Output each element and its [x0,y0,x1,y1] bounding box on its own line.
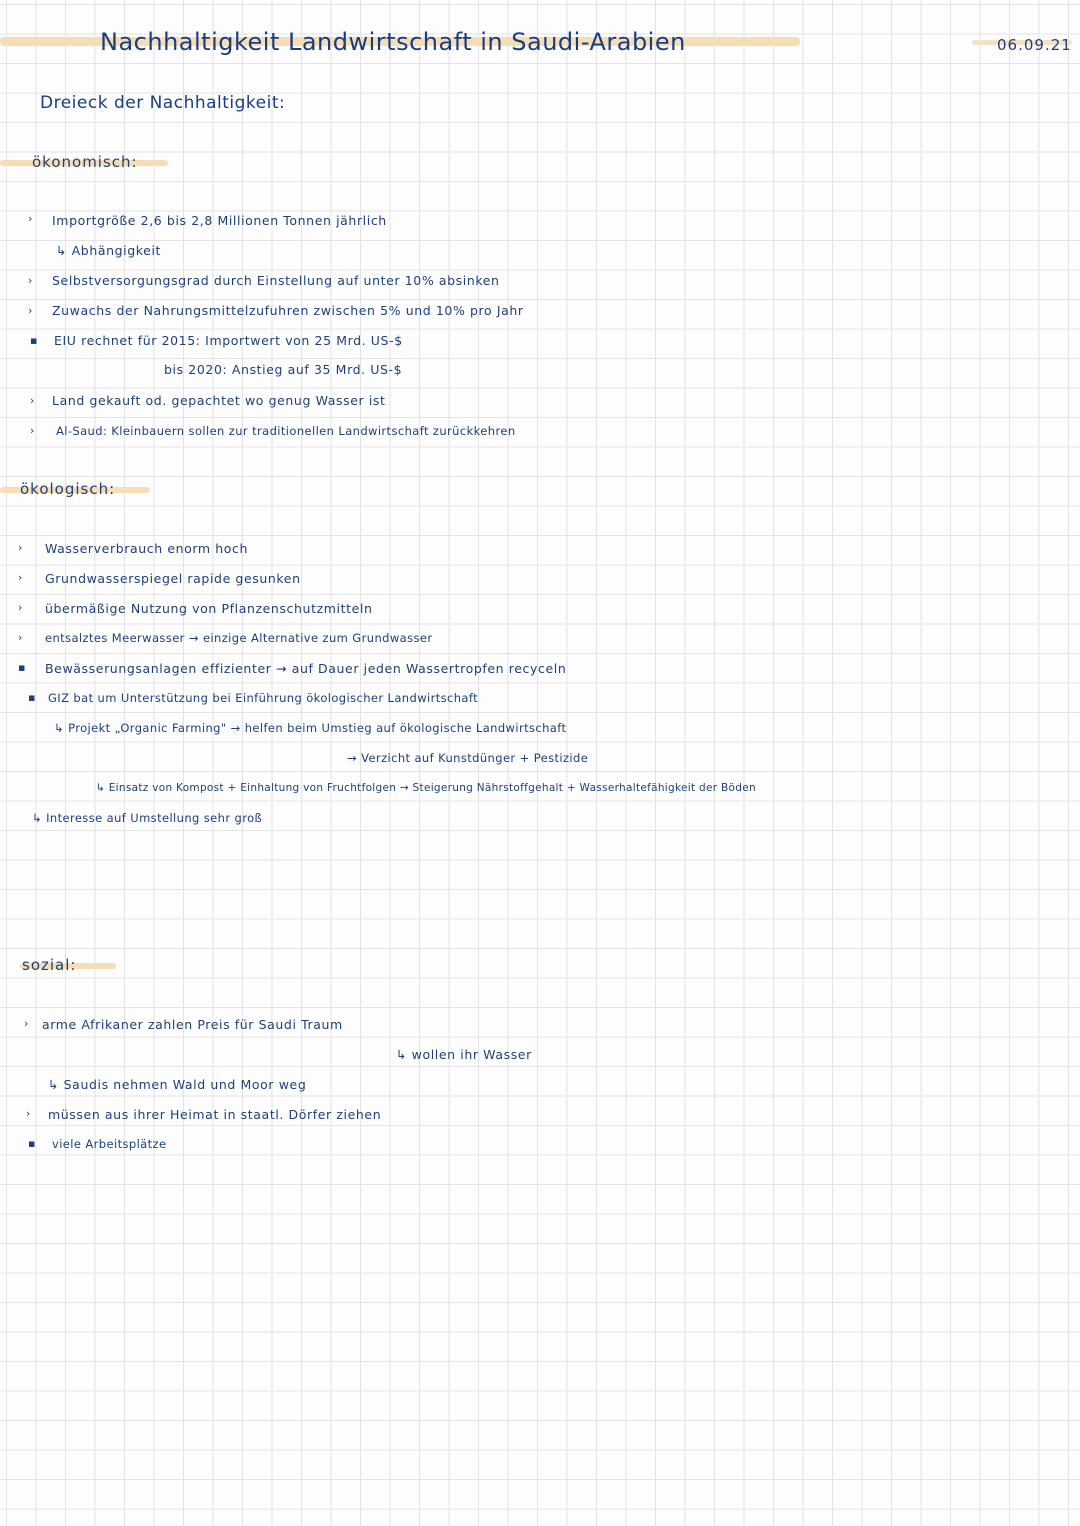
section-heading-economic: ökonomisch: [32,153,138,171]
bullet-marker: › [28,212,33,225]
ecological-line: entsalztes Meerwasser → einzige Alternative zum Grundwasser [45,631,433,645]
ecological-line: GIZ bat um Unterstützung bei Einführung ökologischer Landwirtschaft [48,691,479,705]
bullet-marker: › [26,1107,31,1120]
bullet-marker: › [18,571,23,584]
ecological-line: ↳ Projekt „Organic Farming" → helfen beim Umstieg auf ökologische Landwirtschaft [54,721,567,735]
social-line: ↳ wollen ihr Wasser [396,1047,532,1062]
social-line: ↳ Saudis nehmen Wald und Moor weg [48,1077,307,1092]
economic-line: Selbstversorgungsgrad durch Einstellung auf unter 10% absinken [52,273,500,288]
section-heading-social: sozial: [22,956,77,974]
economic-line: ↳ Abhängigkeit [56,243,162,258]
social-line: müssen aus ihrer Heimat in staatl. Dörfer ziehen [48,1107,382,1122]
economic-line: Importgröße 2,6 bis 2,8 Millionen Tonnen jährlich [52,213,387,228]
economic-line: bis 2020: Anstieg auf 35 Mrd. US-$ [164,362,403,377]
bullet-marker: ▪ [28,1137,36,1150]
bullet-marker: › [30,394,35,407]
bullet-marker: › [28,304,33,317]
ecological-line: → Verzicht auf Kunstdünger + Pestizide [347,751,589,765]
bullet-marker: ▪ [28,691,36,704]
bullet-marker: ▪ [30,334,38,347]
economic-line: Al-Saud: Kleinbauern sollen zur traditionellen Landwirtschaft zurückkehren [56,424,516,438]
page-title: Nachhaltigkeit Landwirtschaft in Saudi-Arabien [100,28,686,56]
bullet-marker: › [18,541,23,554]
social-line: arme Afrikaner zahlen Preis für Saudi Traum [42,1017,343,1032]
bullet-marker: › [30,424,35,437]
note-date: 06.09.21 [997,36,1072,54]
economic-line: EIU rechnet für 2015: Importwert von 25 Mrd. US-$ [54,333,403,348]
section-heading-ecological: ökologisch: [20,480,116,498]
page-subtitle: Dreieck der Nachhaltigkeit: [40,93,286,113]
bullet-marker: ▪ [18,661,26,674]
economic-line: Zuwachs der Nahrungsmittelzufuhren zwischen 5% und 10% pro Jahr [52,303,524,318]
ecological-line: ↳ Interesse auf Umstellung sehr groß [32,811,263,825]
economic-line: Land gekauft od. gepachtet wo genug Wasser ist [52,393,386,408]
ecological-line: übermäßige Nutzung von Pflanzenschutzmitteln [45,601,373,616]
ecological-line: Wasserverbrauch enorm hoch [45,541,249,556]
ecological-line: Bewässerungsanlagen effizienter → auf Dauer jeden Wassertropfen recyceln [45,661,567,676]
bullet-marker: › [28,274,33,287]
bullet-marker: › [18,631,23,644]
bullet-marker: › [18,601,23,614]
ecological-line: ↳ Einsatz von Kompost + Einhaltung von Fruchtfolgen → Steigerung Nährstoffgehalt + Wasserhaltefähigkeit der Böden [96,782,756,794]
bullet-marker: › [24,1017,29,1030]
ecological-line: Grundwasserspiegel rapide gesunken [45,571,301,586]
social-line: viele Arbeitsplätze [52,1137,167,1151]
